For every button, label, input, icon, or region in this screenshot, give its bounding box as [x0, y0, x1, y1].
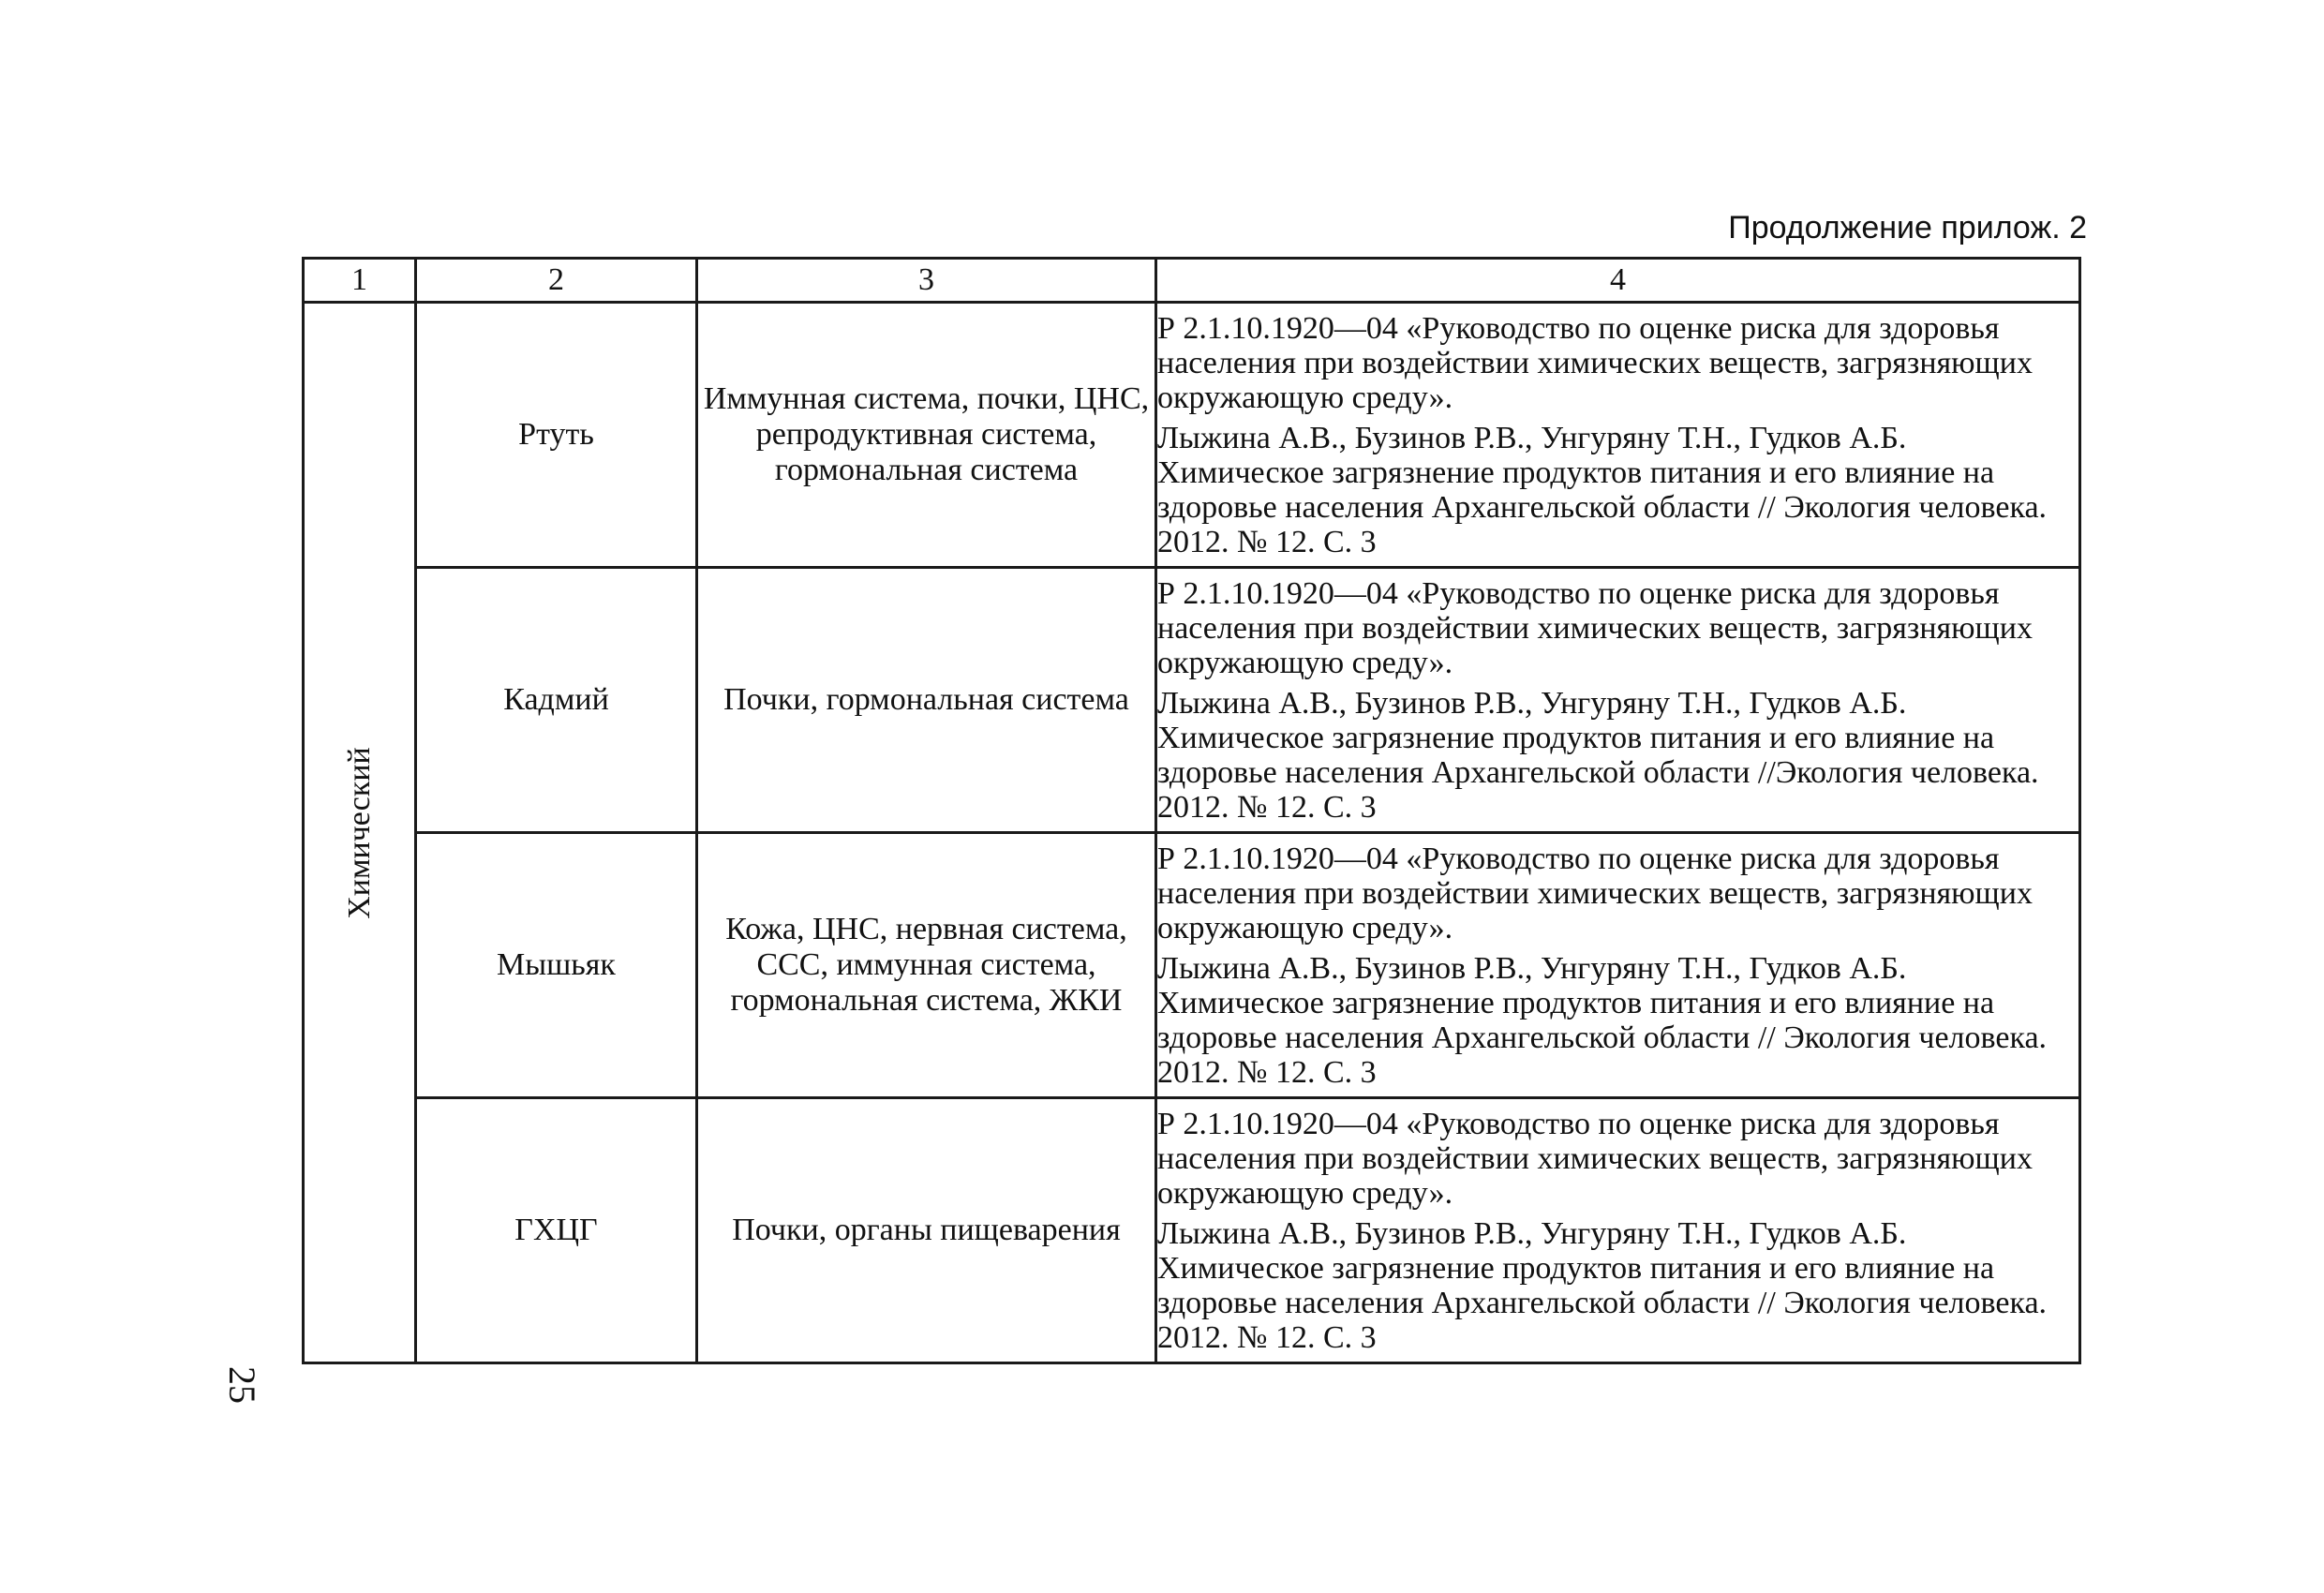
substance-cell: Кадмий — [416, 568, 697, 833]
table-row — [304, 568, 2080, 833]
table-caption: Продолжение прилож. 2 — [1728, 210, 2087, 246]
systems-cell: Почки, органы пищеварения — [697, 1098, 1156, 1363]
substance-cell: ГХЦГ — [416, 1098, 697, 1363]
source-cell — [1156, 1098, 2080, 1363]
table-row — [304, 303, 2080, 568]
source-article: Лыжина А.В., Бузинов Р.В., Унгуряну Т.Н., Гудков А.Б. Химическое загрязнение продуктов питания и его влияние на здоровье населения Архангельской области // Экология человека. 2012. № 12. С. 3 — [1157, 420, 2048, 559]
header-col-2: 2 — [416, 259, 697, 303]
table-row — [304, 1098, 2080, 1363]
substance-cell: Мышьяк — [416, 833, 697, 1098]
systems-cell: Иммунная система, почки, ЦНС, репродуктивная система, гормональная система — [697, 303, 1156, 568]
source-article: Лыжина А.В., Бузинов Р.В., Унгуряну Т.Н., Гудков А.Б. Химическое загрязнение продуктов питания и его влияние на здоровье населения Архангельской области // Экология человека. 2012. № 12. С. 3 — [1157, 950, 2048, 1090]
source-guideline: Р 2.1.10.1920—04 «Руководство по оценке риска для здоровья населения при воздействии химических веществ, загрязняющих окружающую среду». — [1157, 575, 2033, 680]
data-table — [302, 257, 2081, 1364]
source-cell — [1156, 303, 2080, 568]
factor-label: Химический — [341, 746, 377, 919]
systems-cell: Почки, гормональная система — [697, 568, 1156, 833]
source-guideline: Р 2.1.10.1920—04 «Руководство по оценке риска для здоровья населения при воздействии химических веществ, загрязняющих окружающую среду». — [1157, 1106, 2033, 1211]
source-guideline: Р 2.1.10.1920—04 «Руководство по оценке риска для здоровья населения при воздействии химических веществ, загрязняющих окружающую среду». — [1157, 310, 2033, 415]
source-article: Лыжина А.В., Бузинов Р.В., Унгуряну Т.Н., Гудков А.Б. Химическое загрязнение продуктов питания и его влияние на здоровье населения Архангельской области //Экология человека. 2012. № 12. С. 3 — [1157, 685, 2039, 825]
source-article: Лыжина А.В., Бузинов Р.В., Унгуряну Т.Н., Гудков А.Б. Химическое загрязнение продуктов питания и его влияние на здоровье населения Архангельской области // Экология человека. 2012. № 12. С. 3 — [1157, 1215, 2048, 1355]
header-row — [304, 259, 2080, 303]
source-cell — [1156, 833, 2080, 1098]
source-cell — [1156, 568, 2080, 833]
header-col-3: 3 — [697, 259, 1156, 303]
source-guideline: Р 2.1.10.1920—04 «Руководство по оценке риска для здоровья населения при воздействии химических веществ, загрязняющих окружающую среду». — [1157, 841, 2033, 945]
substance-cell: Ртуть — [416, 303, 697, 568]
header-col-1: 1 — [304, 259, 416, 303]
page-number: 25 — [221, 1366, 263, 1404]
header-col-4: 4 — [1156, 259, 2080, 303]
factor-cell — [304, 303, 416, 1363]
table-row — [304, 833, 2080, 1098]
systems-cell: Кожа, ЦНС, нервная система, ССС, иммунная система, гормональная система, ЖКИ — [697, 833, 1156, 1098]
